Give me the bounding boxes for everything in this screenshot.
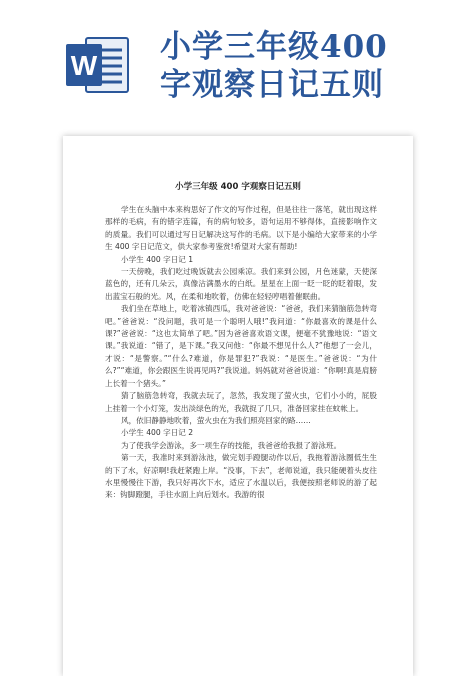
document-preview-area [0,118,474,669]
svg-text:W: W [70,50,98,81]
word-document-icon [64,34,130,96]
document-title: 小学三年级 400 字观察日记五则 [175,182,301,192]
diary-heading-1: 小学生 400 字日记 1 [121,254,194,264]
intro-paragraph: 学生在头脑中本来构思好了作文的写作过程，但是往往一落笔，就出现这样那样的毛病，有的错字连篇，有的病句较多，语句运用不够得体，直接影响作文的质量。我们可以通过写日记解决这写作的毛病。以下是小编给大家带来的小学生 400 字日记范文，供大家参考鉴赏!希望对大家有帮助! [105,205,377,252]
diary-1-paragraph-1: 一天傍晚，我们吃过晚饭就去公园乘凉。我们来到公园，月色迷蒙，天使深蓝色的，还有几朵云，真像沾满墨水的白纸。星星在上面一眨一眨的眨着眼，发出蓝宝石般的光。风，在柔和地吹着，仿佛在轻轻哼唱着催眠曲。 [105,267,377,301]
diary-2-paragraph-1: 为了使我学会游泳，多一项生存的技能，我爸爸给我报了游泳班。 [121,440,342,450]
banner-title [160,28,460,104]
diary-2-paragraph-2: 第一天，我准时来到游泳池，做完划手蹬腿动作以后，我拖着游泳圈低生生的下了水，好凉啊!我赶紧跑上岸。“没事，下去”，老师说道，我只能硬着头皮往水里慢慢往下游，我只好再次下水，适应了水温以后，我便按照老师说的游了起来：钩脚蹬腿，手往水面上向后划水。我游的很 [105,453,377,500]
banner-title-line-1: 小学三年级400 [160,29,388,65]
banner-title-line-2: 字观察日记五则 [160,67,384,103]
diary-1-paragraph-2: 我们坐在草地上，吃着冰镇西瓜，我对爸爸说：“爸爸，我们来猜脑筋急转弯吧。”爸爸说：“没问题，我可是一个聪明人哦!”我问道：“你最喜欢的课是什么课?”爸爸说：“这也太简单了吧。”因为爸爸喜欢语文课，便毫不犹豫地说：“语文课。”我说道：“错了，是下课。”我又问他：“你最不想见什么人?”他想了一会儿，才说：“是警察。”“什么?难道，你是罪犯?”我说：“是医生。”爸爸说：“为什么?”“难道，你会跟医生说再见吗?”我说道。妈妈就对爸爸说道：“你啊!真是肩膀上长着一个猪头。” [105,304,377,388]
document-page[interactable] [63,136,413,676]
document-body [105,204,377,502]
banner [0,0,474,118]
diary-1-paragraph-3: 猜了脑筋急转弯，我就去玩了，忽然，我发现了萤火虫，它们小小的，屁股上挂着一个小灯笼，发出淡绿色的光，我就捉了几只，准备回家挂在蚊帐上。 [105,391,377,413]
diary-heading-2: 小学生 400 字日记 2 [121,428,194,438]
diary-1-paragraph-4: 风，依旧静静地吹着，萤火虫在为我们照亮回家的路…… [121,415,311,425]
